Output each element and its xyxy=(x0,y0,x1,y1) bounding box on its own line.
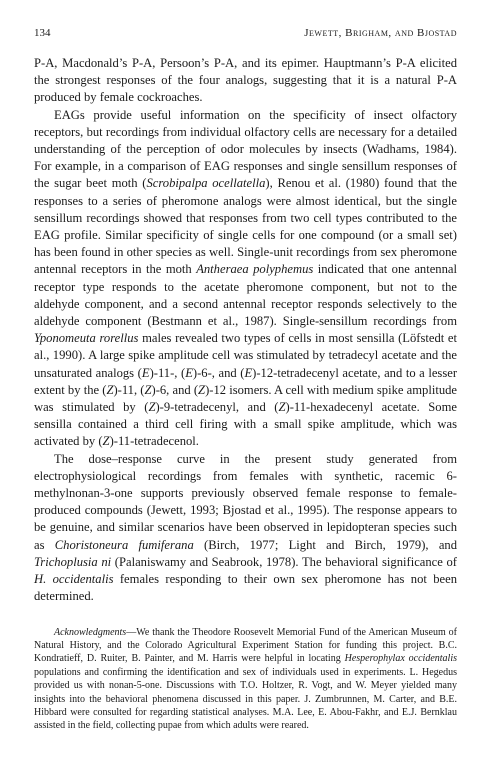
paragraph-italic-text: Z xyxy=(106,382,114,397)
paragraph-italic-text: Yponomeuta rorellus xyxy=(34,331,139,346)
paragraph-text: males revealed two types of cells in most sensilla (Löfstedt et al., 1990). A large spike amplitude cell was stimulated by tetradecyl acetate and the unsaturated analogs ( xyxy=(34,331,457,380)
paragraph-text: P-A, Macdonald’s P-A, Persoon’s P-A, and its epimer. Hauptmann’s P-A elicited the strongest responses of the four analogs, suggesting that it is a natural P-A produced by female cockroaches. xyxy=(34,56,457,105)
ack-italic-text: Acknowledgments xyxy=(54,626,127,638)
journal-page xyxy=(34,26,457,743)
paragraph-2 xyxy=(34,107,457,451)
paragraph-1 xyxy=(34,55,457,107)
page-number: 134 xyxy=(34,27,51,39)
paragraph-italic-text: Antheraea polyphemus xyxy=(196,262,314,277)
paragraph-text: )-11-tetradecenol. xyxy=(109,434,199,449)
body-text xyxy=(34,55,457,606)
paragraph-text: )-11, ( xyxy=(113,382,145,397)
paragraph-text: ), Renou et al. (1980) found that the responses to a series of pheromone analogs were almost identical, but the single sensillum recordings showed that responses from two cell types contributed to the EAG profile. Similar specificity of single cells for one compound (or a small set) has been found in other species as well. Single-unit recordings from sex pheromone antennal receptors in the moth xyxy=(34,176,457,277)
paragraph-italic-text: Choristoneura fumiferana xyxy=(54,537,194,552)
paragraph-text: )-6, and ( xyxy=(151,382,199,397)
ack-text: —We thank the Theodore Roosevelt Memorial Fund of the American Museum of Natural History, and the Colorado Agricultural Experiment Station for funding this project. B.C. Kondratieff, D. Ruiter, B. Painter, and M. Harris were helpful in locating xyxy=(34,626,457,665)
acknowledgments xyxy=(34,626,457,733)
paragraph-italic-text: Z xyxy=(144,382,152,397)
paragraph-text: (Birch, 1977; Light and Birch, 1979), and xyxy=(193,537,457,552)
paragraph-text: )-6-, and ( xyxy=(192,365,245,380)
paragraph-text: )-12-tetradecenyl acetate, and to a lesser extent by the ( xyxy=(34,365,458,397)
ack-italic-text: Hesperophylax occidentalis xyxy=(344,653,457,665)
paragraph-text: females responding to their own sex pheromone has not been determined. xyxy=(34,572,458,604)
paragraph-text: )-12 isomers. A cell with medium spike amplitude was stimulated by ( xyxy=(34,382,458,415)
paragraph-italic-text: Z xyxy=(278,400,286,415)
paragraph-text: The dose–response curve in the present study generated from electrophysiological recordings from females with synthetic, racemic 6-methylnonan-3-one supports previously observed female response to female-produced compounds (Jewett, 1993; Bjostad et al., 1995). The response appears to be genuine, and similar scenarios have been observed in lepidopteran species such as xyxy=(34,451,457,552)
paragraph-italic-text: Z xyxy=(198,382,206,397)
paragraph-italic-text: Scrobipalpa ocellatella xyxy=(146,176,266,191)
paragraph-italic-text: Z xyxy=(102,434,110,449)
paragraph-italic-text: Z xyxy=(148,400,156,415)
paragraph-italic-text: H. occidentalis xyxy=(34,572,114,587)
paragraph-text: indicated that one antennal receptor type responds to the acetate pheromone component, but not to the aldehyde component, and a second antennal receptor responds selectively to the aldehyde component (Bestmann et al., 1987). Single-sensillum recordings from xyxy=(34,262,457,329)
paragraph-3 xyxy=(34,451,457,606)
paragraph-text: )-11-hexadecenyl acetate. Some sensilla contained a third cell firing with a small spike amplitude, which was activated by ( xyxy=(34,400,457,449)
ack-text: populations and confirming the identification and sex of individuals used in experiments. L. Hegedus provided us with nonan-5-one. Discussions with T.O. Holtzer, R. Vogt, and W. Meyer yielded many insights into the behavioral phenomena discussed in this paper. J. Zumbrunnen, M. Carter, and B.E. Hibbard were consulted for regarding statistical analyses. M.A. Lee, E. Abou-Fakhr, and E.J. Bernklau assisted in the field, collecting pupae from which adults were reared. xyxy=(34,666,457,732)
paragraph-italic-text: Trichoplusia ni xyxy=(34,554,112,569)
page-header xyxy=(34,26,457,40)
paragraph-text: )-11-, ( xyxy=(149,365,186,380)
paragraph-text: EAGs provide useful information on the specificity of insect olfactory receptors, but recordings from individual olfactory cells are necessary for a detailed understanding of the perception of odor molecules by insects (Wadhams, 1984). For example, in a comparison of EAG responses and single sensillum responses of the sugar beet moth ( xyxy=(34,107,457,191)
paragraph-italic-text: E xyxy=(185,365,193,380)
paragraph-text: (Palaniswamy and Seabrook, 1978). The behavioral significance of xyxy=(111,554,457,569)
paragraph-text: )-9-tetradecenyl, and ( xyxy=(155,400,279,415)
paragraph-italic-text: E xyxy=(141,365,150,380)
running-title: Jewett, Brigham, and Bjostad xyxy=(304,27,457,39)
paragraph-italic-text: E xyxy=(244,365,253,380)
